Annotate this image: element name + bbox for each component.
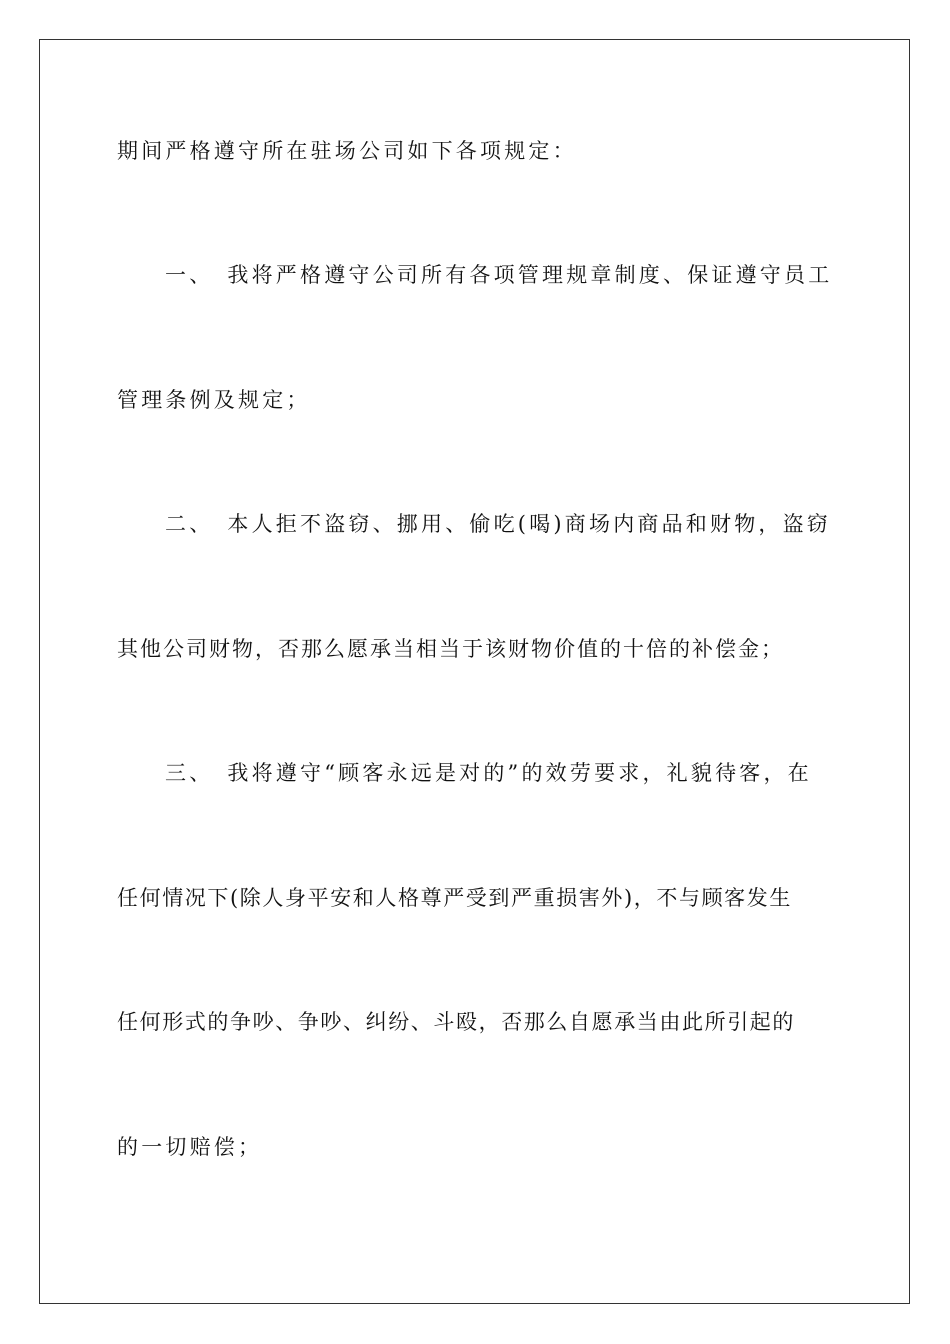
- list-item-2-line: 二、 本人拒不盗窃、挪用、偷吃(喝)商场内商品和财物，盗窃: [165, 512, 831, 536]
- list-item-3-line: 三、 我将遵守“顾客永远是对的”的效劳要求，礼貌待客，在: [165, 761, 812, 785]
- text-line: 任何情况下(除人身平安和人格尊严受到严重损害外)，不与顾客发生: [117, 886, 792, 910]
- text-line: 期间严格遵守所在驻场公司如下各项规定：: [117, 139, 577, 163]
- text-line: 的一切赔偿；: [117, 1135, 263, 1159]
- list-marker: 三、: [165, 761, 214, 785]
- list-item-1-line: 一、 我将严格遵守公司所有各项管理规章制度、保证遵守员工: [165, 263, 833, 287]
- text-line: 其他公司财物，否那么愿承当相当于该财物价值的十倍的补偿金；: [117, 637, 784, 661]
- list-marker: 二、: [165, 512, 214, 536]
- page-frame: [39, 39, 910, 1304]
- text-line: 管理条例及规定；: [117, 388, 311, 412]
- list-marker: 一、: [165, 263, 214, 287]
- text-line: 任何形式的争吵、争吵、纠纷、斗殴，否那么自愿承当由此所引起的: [117, 1010, 795, 1034]
